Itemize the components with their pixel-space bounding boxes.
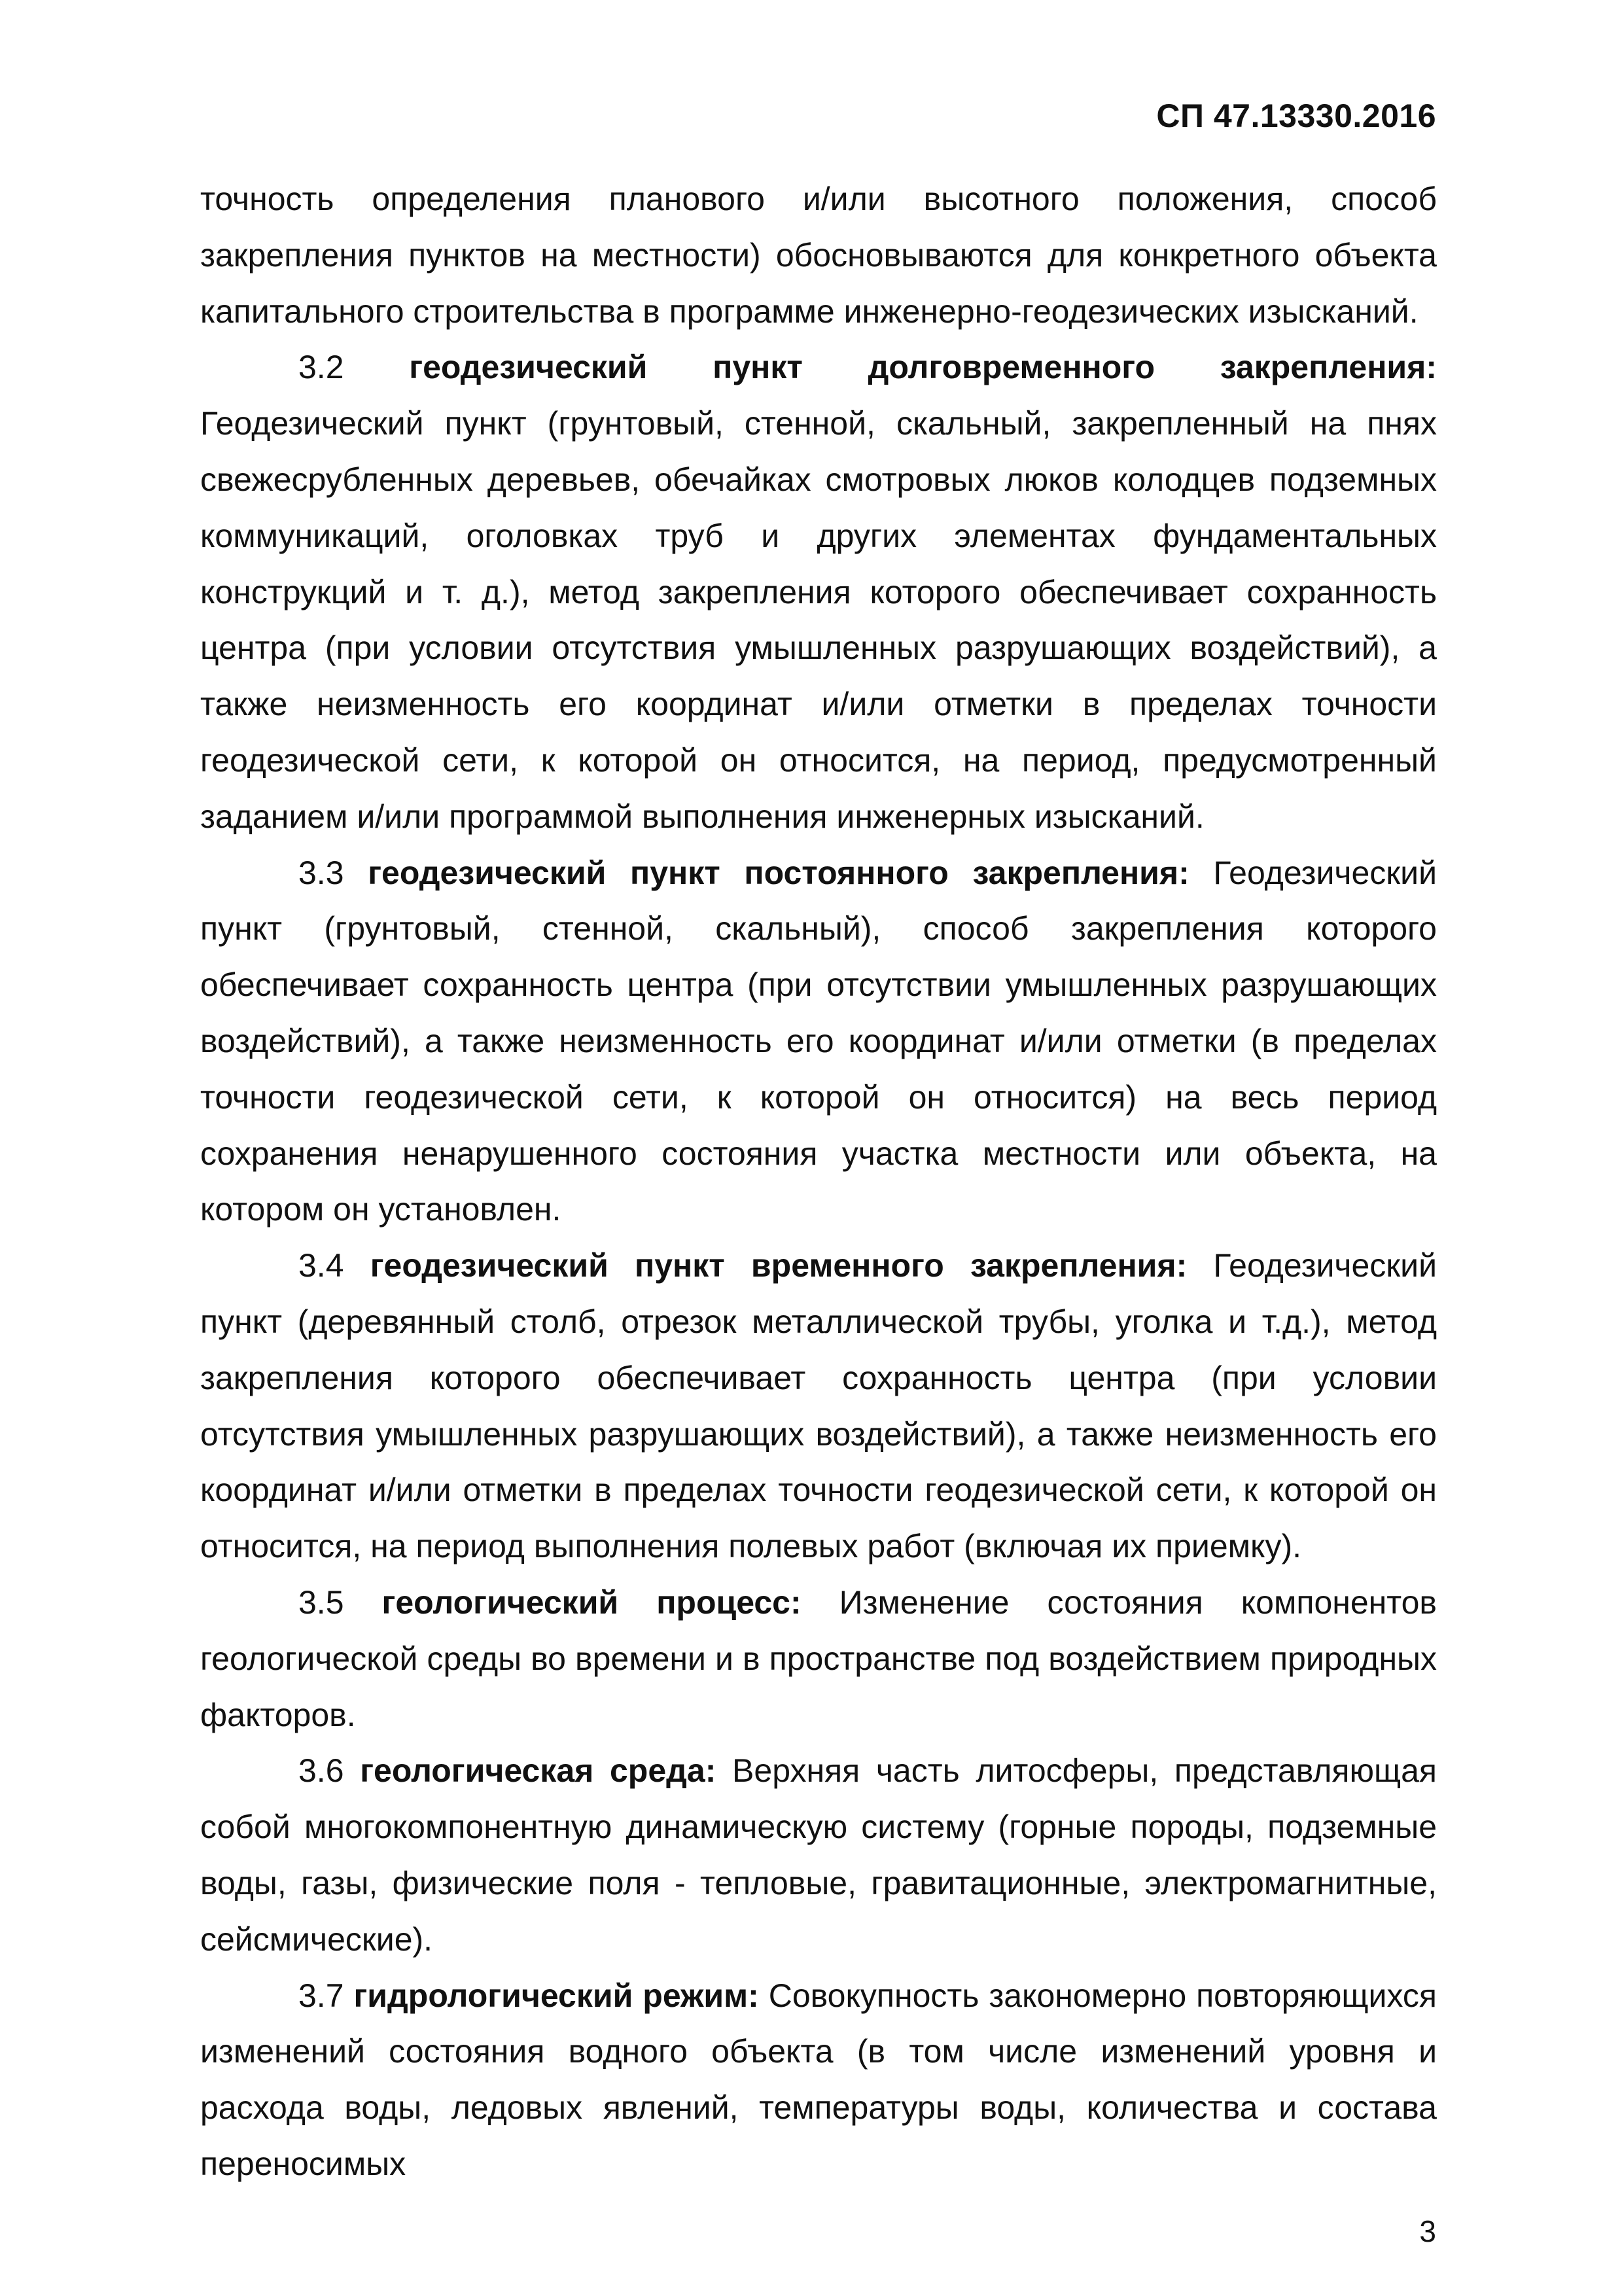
definition-term: геодезический пункт долговременного закрепления: [409, 349, 1437, 386]
definition-text: Геодезический пункт (грунтовый, стенной, скальный, закрепленный на пнях свежесрубленных деревьев, обечайках смотровых люков колодцев подземных коммуникаций, оголовках труб и других элементах фундаментальных конструкций и т. д.), метод закрепления которого обеспечивает сохранность центра (при условии отсутствия умышленных разрушающих воздействий), а также неизменность его координат и/или отметки в пределах точности геодезической сети, к которой он относится, на период, предусмотренный заданием и/или программой выполнения инженерных изысканий. [200, 405, 1437, 835]
definition-text: Верхняя часть литосферы, представляющая собой многокомпонентную динамическую систему (горные породы, подземные воды, газы, физические поля - тепловые, гравитационные, электромагнитные, сейсмические). [200, 1752, 1437, 1958]
definition-3-2 [200, 340, 1437, 845]
definition-number: 3.5 [298, 1583, 382, 1621]
definition-number: 3.2 [298, 349, 410, 386]
definition-number: 3.7 [298, 1977, 354, 2014]
definition-term: геодезический пункт временного закрепления: [370, 1247, 1188, 1284]
document-body [200, 171, 1437, 2193]
definition-text: Геодезический пункт (деревянный столб, отрезок металлической трубы, уголка и т.д.), метод закрепления которого обеспечивает сохранность центра (при условии отсутствия умышленных разрушающих воздействий), а также неизменность его координат и/или отметки в пределах точности геодезической сети, к которой он относится, на период выполнения полевых работ (включая их приемку). [200, 1247, 1437, 1565]
document-code: СП 47.13330.2016 [1156, 97, 1436, 134]
definition-term: геологический процесс: [381, 1583, 802, 1621]
definition-text: Геодезический пункт (грунтовый, стенной, скальный), способ закрепления которого обеспечивает сохранность центра (при отсутствии умышленных разрушающих воздействий), а также неизменность его координат и/или отметки (в пределах точности геодезической сети, к которой он относится) на весь период сохранения ненарушенного состояния участка местности или объекта, на котором он установлен. [200, 854, 1437, 1228]
paragraph-continuation [200, 171, 1437, 340]
paragraph-text: точность определения планового и/или высотного положения, способ закрепления пунктов на местности) обосновываются для конкретного объекта капитального строительства в программе инженерно-геодезических изысканий. [200, 181, 1437, 330]
definition-3-7 [200, 1968, 1437, 2193]
definition-term: геологическая среда: [360, 1752, 716, 1790]
definition-term: геодезический пункт постоянного закрепления: [368, 854, 1190, 891]
definition-text: Совокупность закономерно повторяющихся изменений состояния водного объекта (в том числе изменений уровня и расхода воды, ледовых явлений, температуры воды, количества и состава переносимых [200, 1977, 1437, 2182]
definition-text: Изменение состояния компонентов геологической среды во времени и в пространстве под воздействием природных факторов. [200, 1583, 1437, 1733]
definition-number: 3.6 [298, 1752, 361, 1790]
definition-term: гидрологический режим: [353, 1977, 759, 2014]
definition-3-6 [200, 1743, 1437, 1968]
definition-number: 3.4 [298, 1247, 370, 1284]
definition-3-5 [200, 1575, 1437, 1743]
definition-3-4 [200, 1238, 1437, 1575]
definition-3-3 [200, 845, 1437, 1239]
definition-number: 3.3 [298, 854, 368, 891]
page-number: 3 [1419, 2214, 1436, 2248]
